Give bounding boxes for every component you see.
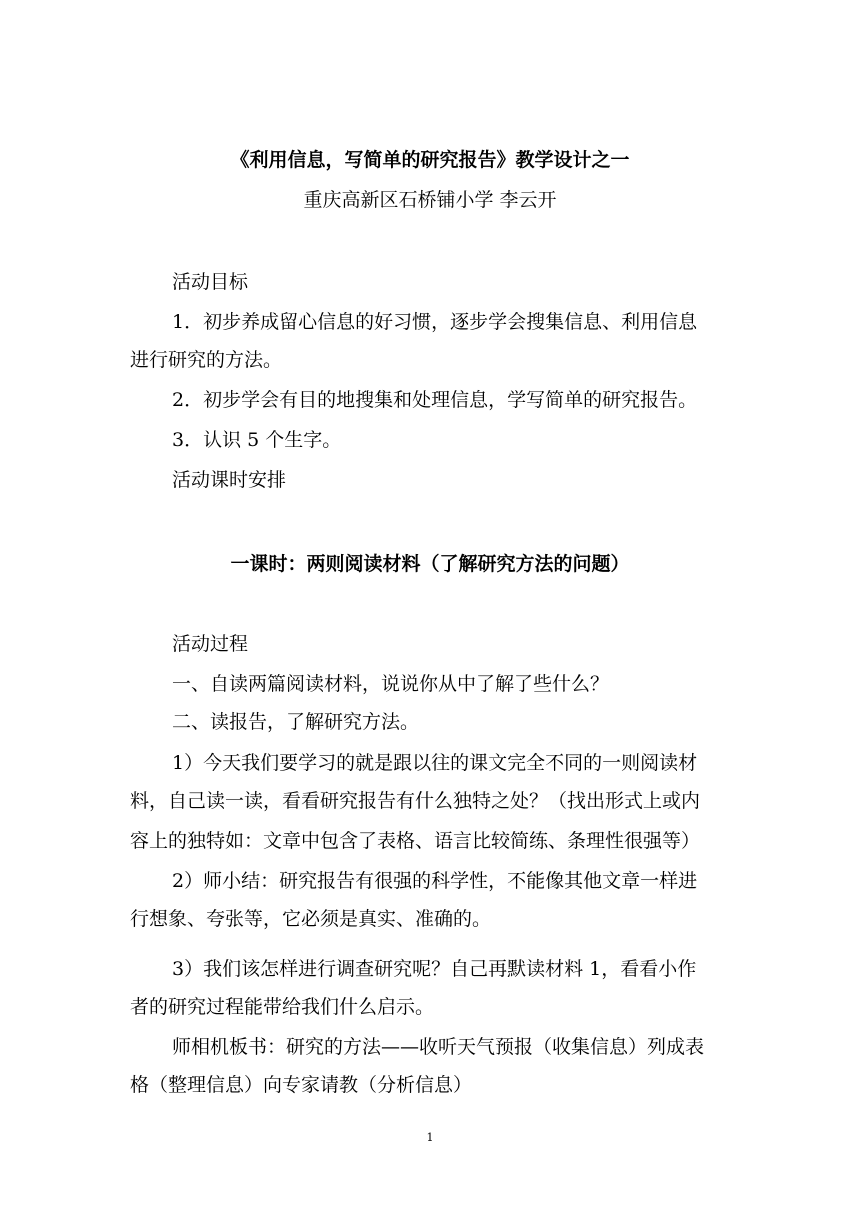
process-heading: 活动过程 [172,633,249,655]
board-line-2: 格（整理信息）向专家请教（分析信息） [130,1074,473,1096]
author-line: 重庆高新区石桥铺小学 李云开 [303,189,557,211]
item-3-line-2: 者的研究过程能带给我们什么启示。 [130,996,435,1018]
item-1-line-1: 1）今天我们要学习的就是跟以往的课文完全不同的一则阅读材 [172,752,698,774]
board-line-1: 师相机板书：研究的方法——收听天气预报（收集信息）列成表 [172,1036,705,1058]
item-2-line-1: 2）师小结：研究报告有很强的科学性，不能像其他文章一样进 [172,870,698,892]
step-1: 一、自读两篇阅读材料，说说你从中了解了些什么？ [172,673,610,695]
step-2: 二、读报告，了解研究方法。 [172,711,420,733]
schedule-heading: 活动课时安排 [172,469,287,491]
goal-3: 3．认识 5 个生字。 [172,429,342,451]
item-3-line-1: 3）我们该怎样进行调查研究呢？自己再默读材料 1，看看小作 [172,958,697,980]
item-1-line-2: 料，自己读一读，看看研究报告有什么独特之处？（找出形式上或内 [130,790,701,812]
goals-heading: 活动目标 [172,271,249,293]
document-title: 《利用信息，写简单的研究报告》教学设计之一 [230,149,630,171]
goal-1-line-2: 进行研究的方法。 [130,349,283,371]
goal-1-line-1: 1．初步养成留心信息的好习惯，逐步学会搜集信息、利用信息 [172,311,698,333]
lesson-heading: 一课时：两则阅读材料（了解研究方法的问题） [230,553,630,575]
item-1-line-3: 容上的独特如：文章中包含了表格、语言比较简练、条理性很强等） [130,830,701,852]
item-2-line-2: 行想象、夸张等，它必须是真实、准确的。 [130,908,492,930]
page-number: 1 [426,1131,434,1144]
goal-2: 2．初步学会有目的地搜集和处理信息，学写简单的研究报告。 [172,389,698,411]
